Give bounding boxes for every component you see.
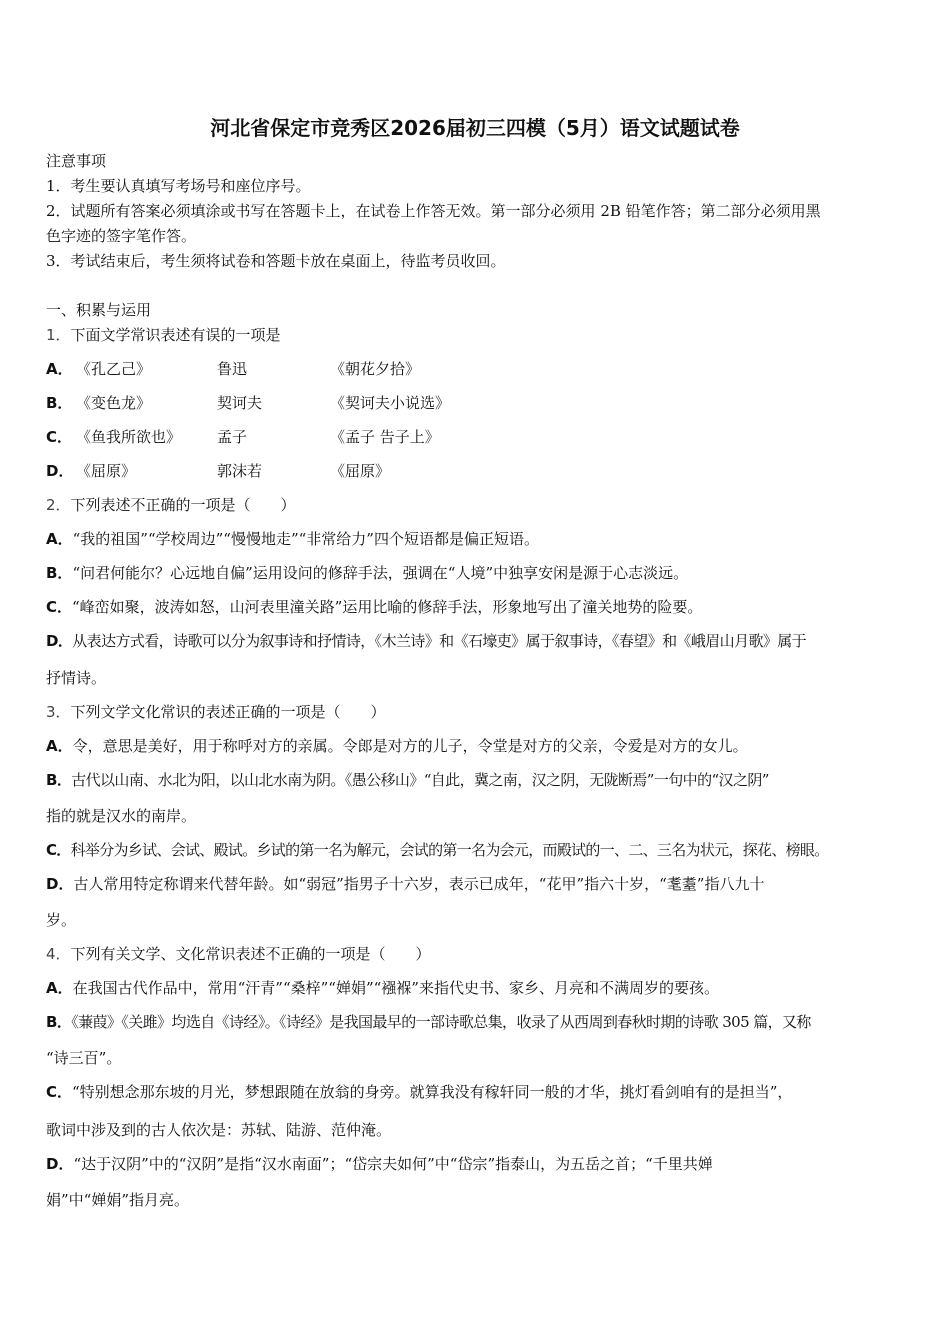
source: 《朝花夕拾》 <box>330 360 421 378</box>
option-text: 《蒹葭》《关雎》均选自《诗经》。《诗经》是我国最早的一部诗歌总集，收录了从西周到春秋时期的诗歌 305 篇，又称 <box>71 1013 811 1031</box>
question-number: 1． <box>46 326 71 344</box>
q2-option-d-continued: 抒情诗。 <box>46 669 107 687</box>
q4-option-b <box>46 1012 811 1032</box>
q3-option-d <box>46 874 764 894</box>
option-letter: D． <box>46 632 73 650</box>
author: 孟子 <box>217 428 248 446</box>
question-text: 下列有关文学、文化常识表述不正确的一项是（ ） <box>70 945 431 963</box>
notice-heading: 注意事项 <box>46 152 107 170</box>
q3-option-a <box>46 736 748 756</box>
q3-option-b <box>46 770 769 790</box>
source: 《屈原》 <box>330 462 391 480</box>
work-title: 《屈原》 <box>76 462 137 480</box>
notice-item: 3．考试结束后，考生须将试卷和答题卡放在桌面上，待监考员收回。 <box>46 252 506 270</box>
option-letter: A． <box>46 737 73 755</box>
option-letter: B． <box>46 771 72 789</box>
exam-title: 河北省保定市竞秀区2026届初三四模（5月）语文试题试卷 <box>210 116 740 140</box>
work-title: 《孔乙己》 <box>76 360 152 378</box>
question-number: 4． <box>46 945 71 963</box>
option-text: 令，意思是美好，用于称呼对方的亲属。令郎是对方的儿子，令堂是对方的父亲，令爱是对方的女儿。 <box>72 737 748 755</box>
author: 契诃夫 <box>217 394 263 412</box>
section-heading: 一、积累与运用 <box>46 301 152 319</box>
q2-option-b <box>46 563 688 583</box>
option-text: “峰峦如聚，波涛如怒，山河表里潼关路”运用比喻的修辞手法，形象地写出了潼关地势的险要。 <box>72 598 703 616</box>
source: 《契诃夫小说选》 <box>330 394 451 412</box>
option-letter: B． <box>46 394 73 412</box>
option-letter: A． <box>46 979 73 997</box>
option-text: 科举分为乡试、会试、殿试。乡试的第一名为解元，会试的第一名为会元，而殿试的一、二、三名为状元，探花、榜眼。 <box>70 841 829 859</box>
option-letter: B． <box>46 1013 72 1031</box>
question-text: 下列文学文化常识的表述正确的一项是（ ） <box>70 703 386 721</box>
notice-item: 2．试题所有答案必须填涂或书写在答题卡上，在试卷上作答无效。第一部分必须用 2B 铅笔作答；第二部分必须用黑 <box>46 202 821 220</box>
option-letter: A． <box>46 360 73 378</box>
q2-option-d <box>46 631 806 651</box>
notice-item: 1．考生要认真填写考场号和座位序号。 <box>46 177 311 195</box>
question-text: 下面文学常识表述有误的一项是 <box>70 326 281 344</box>
option-letter: D． <box>46 875 74 893</box>
work-title: 《鱼我所欲也》 <box>76 428 182 446</box>
q3-option-d-continued: 岁。 <box>46 911 77 929</box>
q2-option-a <box>46 529 539 549</box>
question-number: 3． <box>46 703 71 721</box>
option-letter: C． <box>46 428 73 446</box>
author: 鲁迅 <box>217 360 248 378</box>
option-letter: D． <box>46 462 74 480</box>
q4-option-c <box>46 1082 792 1102</box>
q4-option-d-continued: 娟”中“婵娟”指月亮。 <box>46 1191 190 1209</box>
option-text: “特别想念那东坡的月光，梦想跟随在放翁的身旁。就算我没有稼轩同一般的才华，挑灯看剑咱有的是担当”， <box>72 1083 793 1101</box>
author: 郭沫若 <box>217 462 263 480</box>
question-2-stem <box>46 495 296 515</box>
q3-option-c <box>46 840 829 860</box>
question-4-stem <box>46 944 431 964</box>
option-text: “问君何能尔？心远地自偏”运用设问的修辞手法，强调在“人境”中独享安闲是源于心志淡远。 <box>72 564 689 582</box>
question-number: 2． <box>46 496 71 514</box>
source: 《孟子 告子上》 <box>330 428 440 446</box>
q4-option-c-continued: 歌词中涉及到的古人依次是：苏轼、陆游、范仲淹。 <box>46 1121 392 1139</box>
question-text: 下列表述不正确的一项是（ ） <box>70 496 296 514</box>
option-letter: C． <box>46 1083 73 1101</box>
q4-option-d <box>46 1154 713 1174</box>
option-letter: C． <box>46 841 71 859</box>
option-letter: C． <box>46 598 73 616</box>
option-text: “达于汉阴”中的“汉阴”是指“汉水南面”；“岱宗夫如何”中“岱宗”指泰山，为五岳之首；“千里共婵 <box>73 1155 713 1173</box>
option-letter: B． <box>46 564 73 582</box>
option-text: “我的祖国”“学校周边”“慢慢地走”“非常给力”四个短语都是偏正短语。 <box>72 530 539 548</box>
option-letter: A． <box>46 530 73 548</box>
q4-option-b-continued: “诗三百”。 <box>46 1049 122 1067</box>
option-text: 古代以山南、水北为阳，以山北水南为阴。《愚公移山》“自此，冀之南，汉之阴，无陇断焉”一句中的“汉之阴” <box>71 771 769 789</box>
option-text: 从表达方式看，诗歌可以分为叙事诗和抒情诗，《木兰诗》和《石壕吏》属于叙事诗，《春望》和《峨眉山月歌》属于 <box>72 632 807 650</box>
question-1-stem <box>46 325 281 345</box>
work-title: 《变色龙》 <box>76 394 152 412</box>
option-letter: D． <box>46 1155 74 1173</box>
q4-option-a <box>46 978 719 998</box>
q2-option-c <box>46 597 702 617</box>
option-text: 在我国古代作品中，常用“汗青”“桑梓”“婵娟”“襁褓”来指代史书、家乡、月亮和不满周岁的要孩。 <box>72 979 719 997</box>
option-text: 古人常用特定称谓来代替年龄。如“弱冠”指男子十六岁，表示已成年，“花甲”指六十岁，“耄耋”指八九十 <box>73 875 765 893</box>
q3-option-b-continued: 指的就是汉水的南岸。 <box>46 807 197 825</box>
question-3-stem <box>46 702 386 722</box>
notice-item: 色字迹的签字笔作答。 <box>46 227 197 245</box>
